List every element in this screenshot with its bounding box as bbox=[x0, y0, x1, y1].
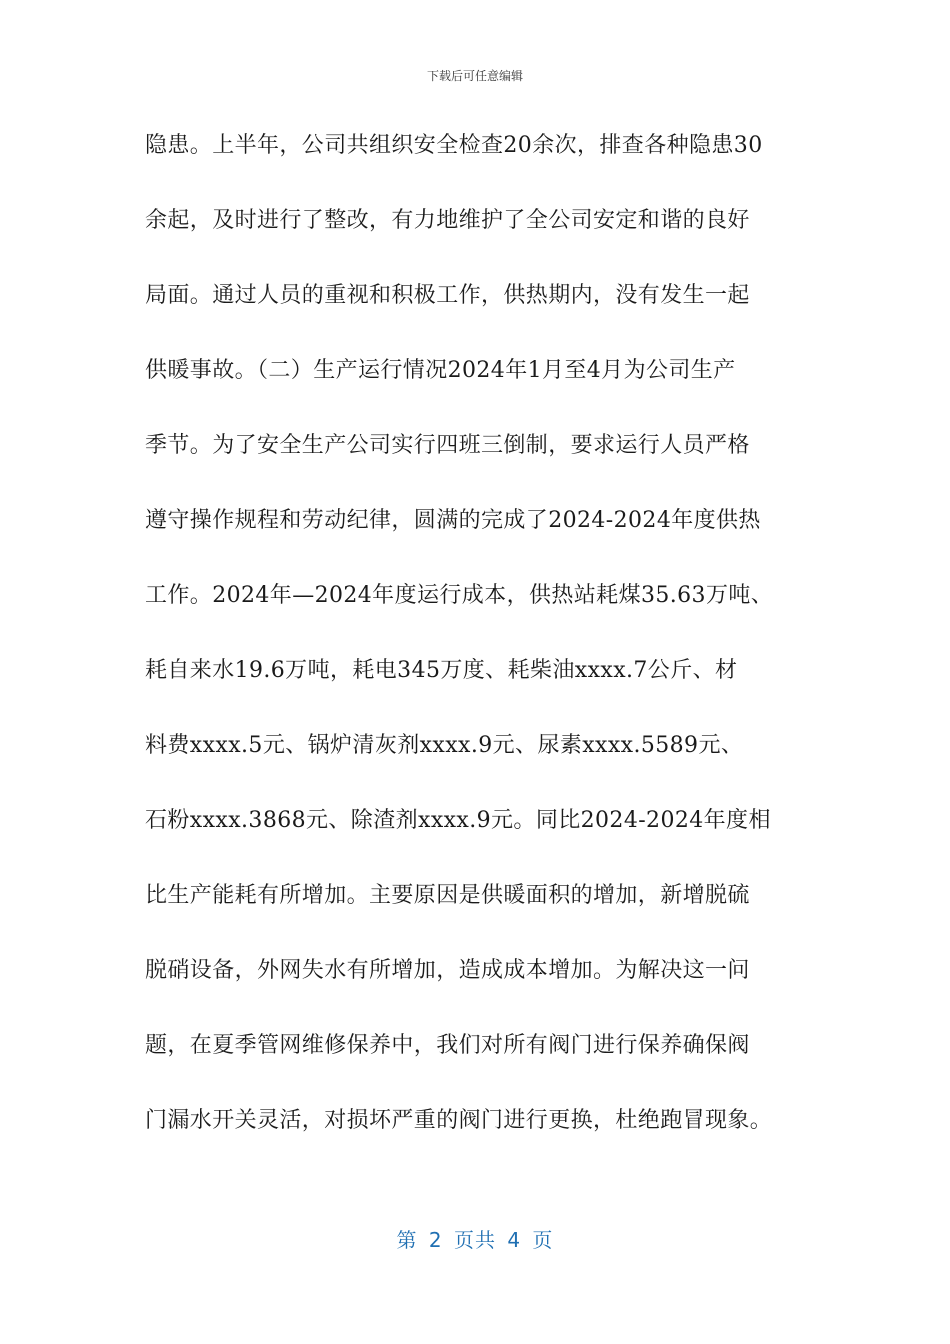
text-line: 料费xxxx.5元、锅炉清灰剂xxxx.9元、尿素xxxx.5589元、 bbox=[145, 733, 744, 758]
text-line: 季节。为了安全生产公司实行四班三倒制，要求运行人员严格 bbox=[145, 433, 750, 458]
text-line: 门漏水开关灵活，对损坏严重的阀门进行更换，杜绝跑冒现象。 bbox=[145, 1108, 773, 1133]
text-line: 隐患。上半年，公司共组织安全检查20余次，排查各种隐患30 bbox=[145, 133, 763, 158]
page-header: 下载后可任意编辑 bbox=[426, 69, 523, 83]
text-line: 题，在夏季管网维修保养中，我们对所有阀门进行保养确保阀 bbox=[145, 1033, 750, 1058]
text-line: 工作。2024年—2024年度运行成本，供热站耗煤35.63万吨、 bbox=[145, 583, 774, 608]
page-number-footer: 第 2 页共 4 页 bbox=[396, 1228, 554, 1252]
text-line: 石粉xxxx.3868元、除渣剂xxxx.9元。同比2024-2024年度相 bbox=[145, 808, 771, 833]
text-line: 比生产能耗有所增加。主要原因是供暖面积的增加，新增脱硫 bbox=[145, 883, 750, 908]
text-line: 余起，及时进行了整改，有力地维护了全公司安定和谐的良好 bbox=[145, 208, 750, 233]
text-line: 脱硝设备，外网失水有所增加，造成成本增加。为解决这一问 bbox=[145, 958, 750, 983]
text-line: 遵守操作规程和劳动纪律，圆满的完成了2024-2024年度供热 bbox=[145, 508, 761, 533]
text-line: 供暖事故。（二）生产运行情况2024年1月至4月为公司生产 bbox=[145, 358, 736, 383]
text-line: 耗自来水19.6万吨，耗电345万度、耗柴油xxxx.7公斤、材 bbox=[145, 658, 738, 683]
text-line: 局面。通过人员的重视和积极工作，供热期内，没有发生一起 bbox=[145, 283, 750, 308]
body-text bbox=[145, 128, 810, 1178]
